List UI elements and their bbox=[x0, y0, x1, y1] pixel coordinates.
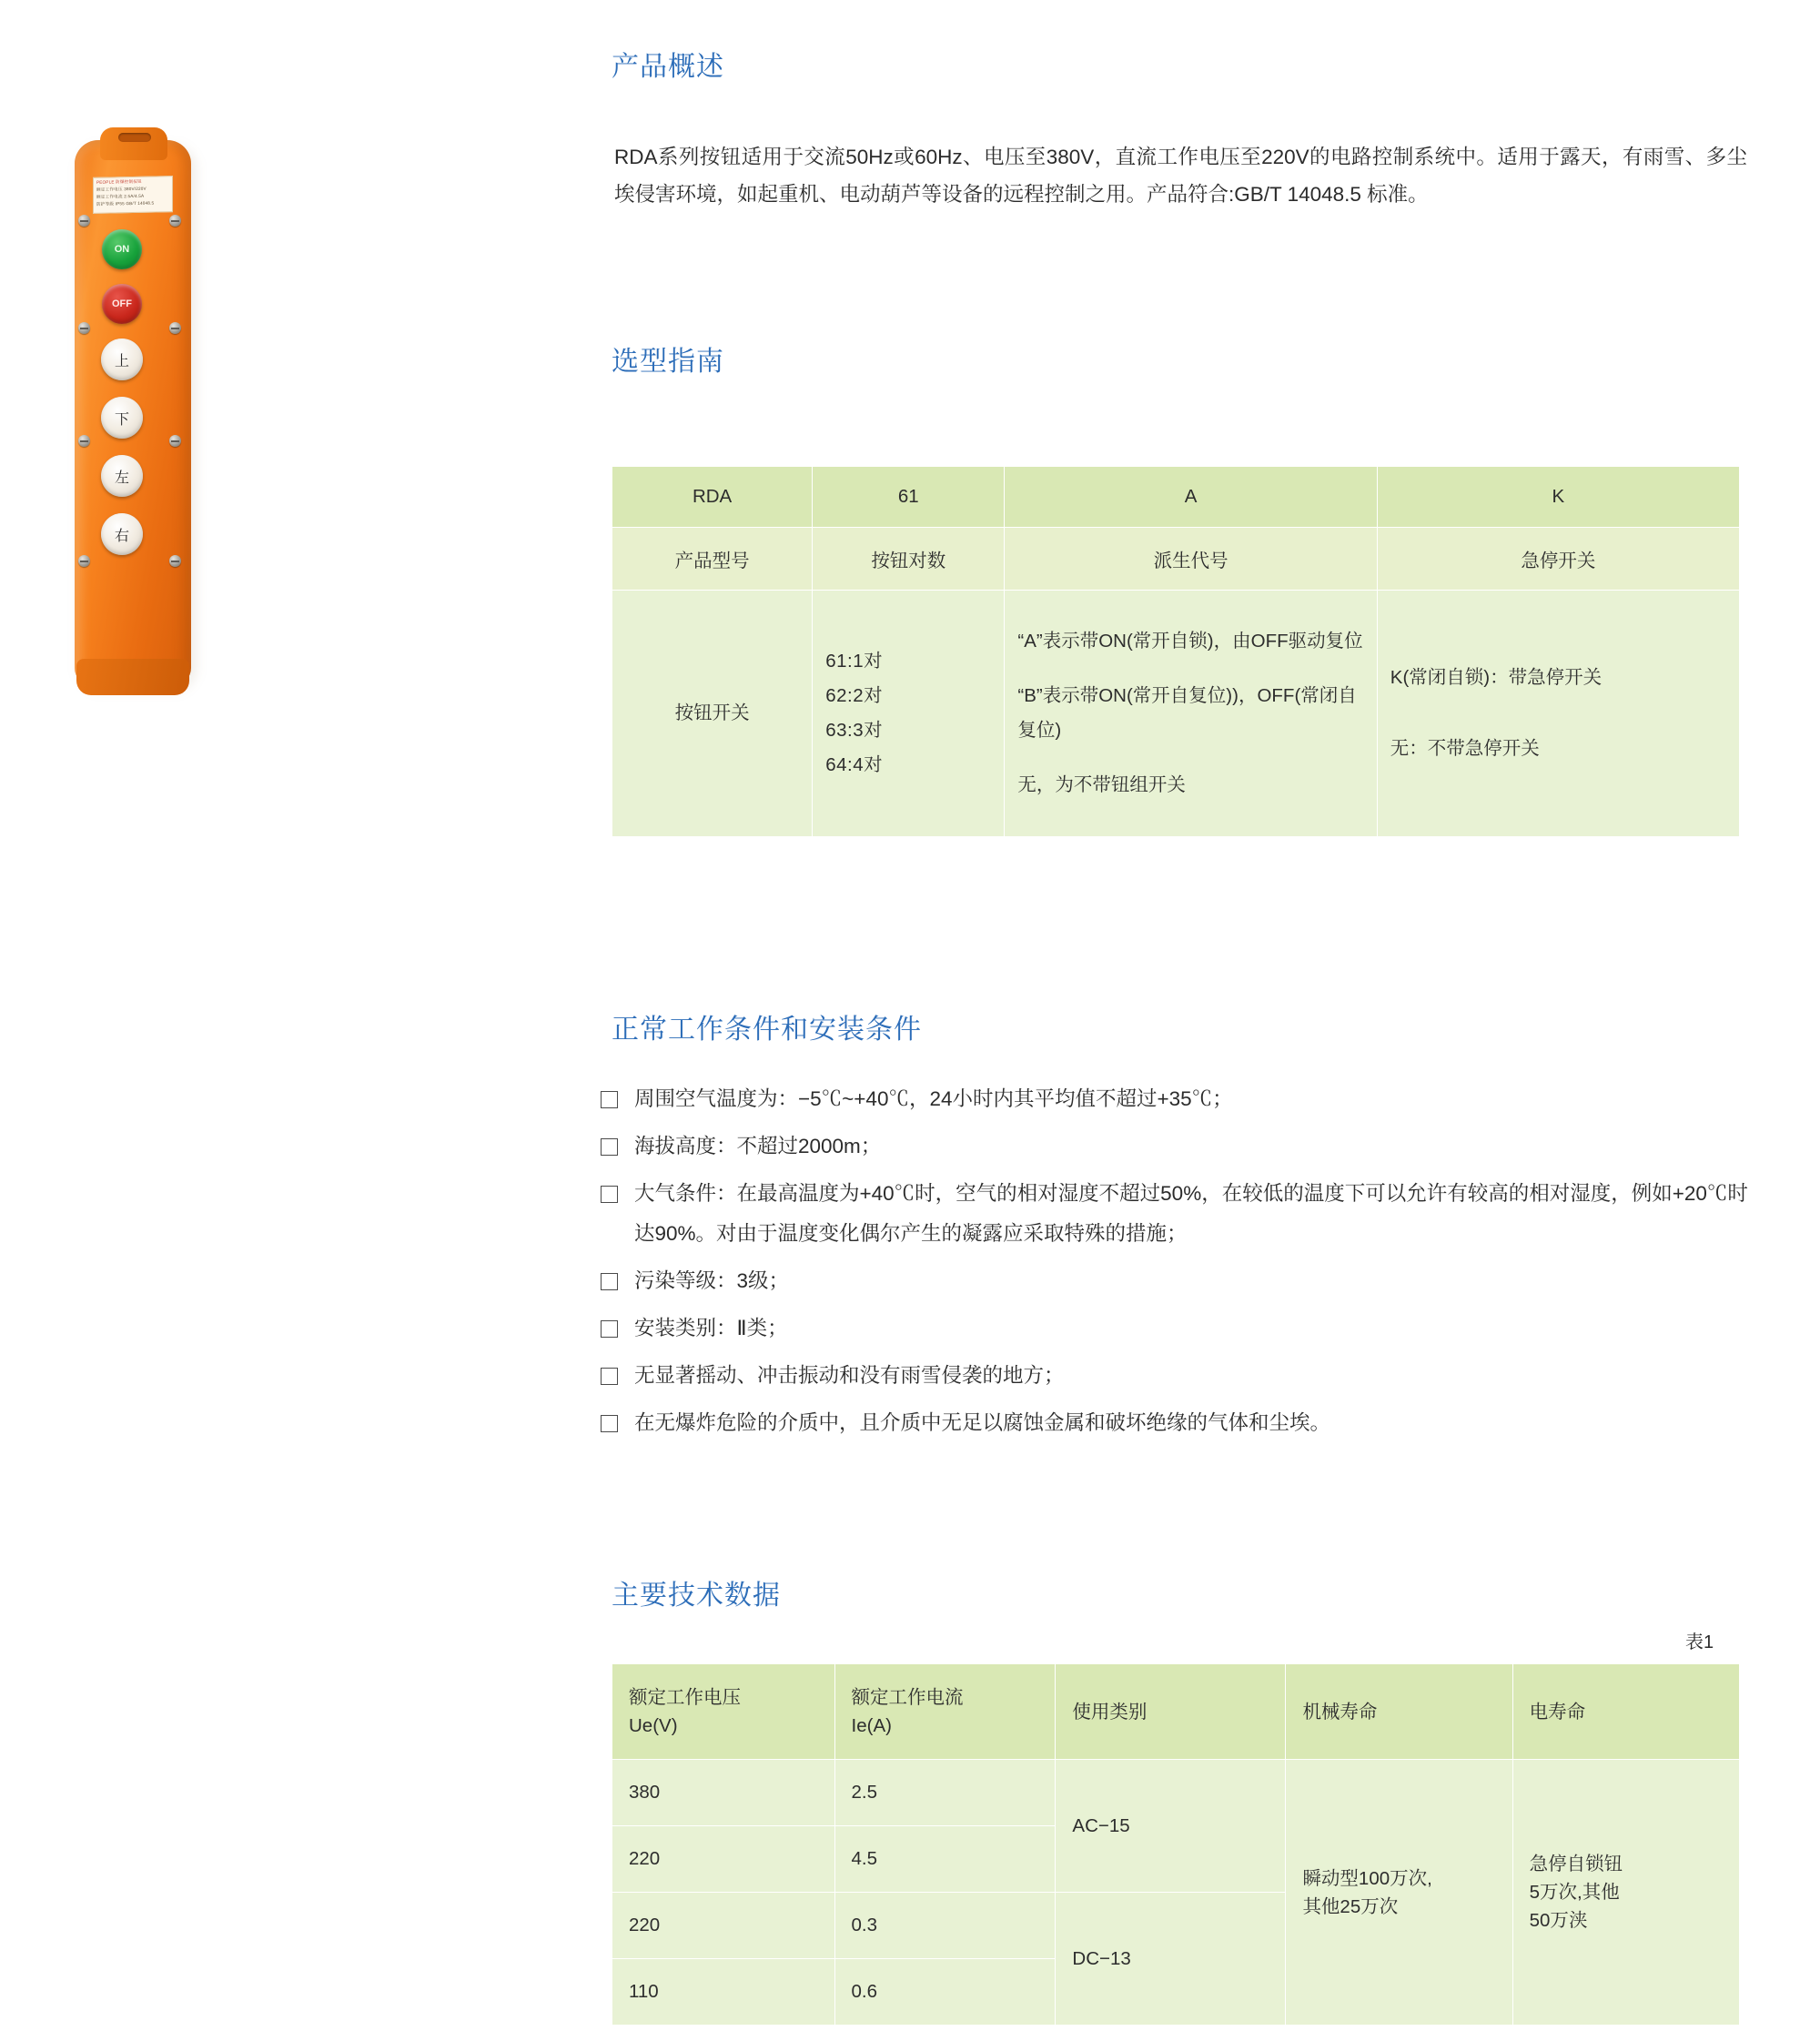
section-title-overview: 产品概述 bbox=[612, 52, 724, 82]
screw-icon bbox=[78, 322, 90, 334]
table-row-names bbox=[612, 528, 1740, 591]
name-cell-deriv: 派生代号 bbox=[1005, 528, 1377, 591]
screw-icon bbox=[169, 435, 181, 447]
on-button[interactable]: ON bbox=[102, 229, 142, 269]
desc-cell-model: 按钮开关 bbox=[612, 591, 813, 837]
header-line-2: Ie(A) bbox=[851, 1715, 892, 1736]
header-rated-current bbox=[834, 1664, 1056, 1760]
overview-paragraph: RDA系列按钮适用于交流50Hz或60Hz、电压至380V，直流工作电压至220V的电路控制系统中。适用于露天，有雨雪、多尘埃侵害环境，如起重机、电动葫芦等设备的远程控制之用。产品符合:GB/T 14048.5 标准。 bbox=[614, 146, 1747, 206]
cell-voltage: 220 bbox=[612, 1826, 835, 1893]
elec-life-line-3: 50万浃 bbox=[1529, 1910, 1588, 1931]
cell-current: 2.5 bbox=[834, 1760, 1056, 1826]
header-mechanical-life: 机械寿命 bbox=[1286, 1664, 1512, 1760]
desc-cell-deriv bbox=[1005, 591, 1377, 837]
name-cell-pairs: 按钮对数 bbox=[813, 528, 1005, 591]
stop-line-1: K(常闭自锁)：带急停开关 bbox=[1390, 667, 1603, 688]
checkbox-icon bbox=[601, 1368, 618, 1385]
pairs-line-3: 63:3对 bbox=[825, 720, 884, 741]
deriv-line-3: 无，为不带钮组开关 bbox=[1017, 774, 1186, 795]
conditions-list bbox=[601, 1079, 1752, 1450]
checkbox-icon bbox=[601, 1415, 618, 1432]
header-electrical-life: 电寿命 bbox=[1512, 1664, 1739, 1760]
table-header-row bbox=[612, 1664, 1740, 1760]
checkbox-icon bbox=[601, 1273, 618, 1290]
cell-voltage: 380 bbox=[612, 1760, 835, 1826]
header-line-2: Ue(V) bbox=[629, 1715, 678, 1736]
pairs-line-1: 61:1对 bbox=[825, 651, 884, 672]
screw-icon bbox=[169, 555, 181, 567]
checkbox-icon bbox=[601, 1320, 618, 1338]
desc-cell-pairs bbox=[813, 591, 1005, 837]
header-line-1: 额定工作电流 bbox=[851, 1687, 964, 1708]
nameplate-line-2: 额定工作电压 380V/220V bbox=[96, 186, 147, 192]
selection-guide-table bbox=[612, 466, 1740, 837]
condition-text: 大气条件：在最高温度为+40℃时，空气的相对湿度不超过50%，在较低的温度下可以允许有较高的相对湿度，例如+20℃时达90%。对由于温度变化偶尔产生的凝露应采取特殊的措施； bbox=[634, 1182, 1748, 1245]
cell-mechanical-life bbox=[1286, 1760, 1512, 2026]
condition-text: 安装类别：Ⅱ类； bbox=[634, 1317, 788, 1339]
elec-life-line-1: 急停自锁钮 bbox=[1529, 1854, 1623, 1874]
pairs-line-2: 62:2对 bbox=[825, 685, 884, 706]
code-cell-deriv: A bbox=[1005, 467, 1377, 528]
mech-life-line-1: 瞬动型100万次, bbox=[1302, 1867, 1432, 1889]
mech-life-line-2: 其他25万次 bbox=[1302, 1895, 1399, 1917]
cell-category-dc: DC−13 bbox=[1056, 1893, 1286, 2026]
list-item bbox=[601, 1127, 1752, 1167]
code-cell-stop: K bbox=[1377, 467, 1739, 528]
list-item bbox=[601, 1261, 1752, 1301]
code-cell-pairs: 61 bbox=[813, 467, 1005, 528]
header-rated-voltage bbox=[612, 1664, 835, 1760]
name-cell-stop: 急停开关 bbox=[1377, 528, 1739, 591]
condition-text: 无显著摇动、冲击振动和没有雨雪侵袭的地方； bbox=[634, 1364, 1065, 1387]
deriv-line-2: “B”表示带ON(常开自复位))，OFF(常闭自复位) bbox=[1017, 685, 1357, 741]
pendant-bottom-cap bbox=[76, 659, 189, 695]
condition-text: 在无爆炸危险的介质中，且介质中无足以腐蚀金属和破坏绝缘的气体和尘埃。 bbox=[634, 1411, 1331, 1434]
right-button[interactable]: 右 bbox=[101, 513, 143, 555]
down-button[interactable]: 下 bbox=[101, 397, 143, 439]
desc-cell-stop bbox=[1377, 591, 1739, 837]
cell-voltage: 220 bbox=[612, 1893, 835, 1959]
stop-line-2: 无：不带急停开关 bbox=[1390, 738, 1540, 759]
cell-current: 0.3 bbox=[834, 1893, 1056, 1959]
pairs-line-4: 64:4对 bbox=[825, 754, 884, 775]
cell-current: 0.6 bbox=[834, 1959, 1056, 2026]
screw-icon bbox=[78, 435, 90, 447]
screw-icon bbox=[78, 555, 90, 567]
nameplate-label bbox=[93, 176, 173, 214]
nameplate-line-4: 防护等级 IP55 GB/T 14048.5 bbox=[96, 200, 155, 207]
left-button[interactable]: 左 bbox=[101, 455, 143, 497]
code-cell-model: RDA bbox=[612, 467, 813, 528]
product-image bbox=[53, 127, 226, 710]
table-row-codes bbox=[612, 467, 1740, 528]
technical-data-table bbox=[612, 1663, 1740, 2026]
screw-icon bbox=[169, 215, 181, 227]
condition-text: 周围空气温度为：−5℃~+40℃，24小时内其平均值不超过+35℃； bbox=[634, 1087, 1233, 1110]
deriv-line-1: “A”表示带ON(常开自锁)，由OFF驱动复位 bbox=[1017, 631, 1363, 652]
list-item bbox=[601, 1174, 1752, 1254]
table-caption: 表1 bbox=[1685, 1632, 1714, 1652]
checkbox-icon bbox=[601, 1091, 618, 1108]
header-line-1: 额定工作电压 bbox=[629, 1687, 741, 1708]
off-button[interactable]: OFF bbox=[102, 284, 142, 324]
nameplate-line-3: 额定工作电流 2.5A/4.5A bbox=[96, 193, 145, 199]
condition-text: 污染等级：3级； bbox=[634, 1269, 790, 1292]
section-title-conditions: 正常工作条件和安装条件 bbox=[612, 1015, 922, 1045]
condition-text: 海拔高度：不超过2000m； bbox=[634, 1135, 882, 1157]
checkbox-icon bbox=[601, 1186, 618, 1203]
screw-icon bbox=[169, 322, 181, 334]
section-title-selection: 选型指南 bbox=[612, 347, 724, 377]
list-item bbox=[601, 1403, 1752, 1443]
checkbox-icon bbox=[601, 1138, 618, 1156]
table-row-descriptions bbox=[612, 591, 1740, 837]
table-row bbox=[612, 1760, 1740, 1826]
cell-current: 4.5 bbox=[834, 1826, 1056, 1893]
name-cell-model: 产品型号 bbox=[612, 528, 813, 591]
header-utilisation-category: 使用类别 bbox=[1056, 1664, 1286, 1760]
up-button[interactable]: 上 bbox=[101, 338, 143, 380]
section-title-tech: 主要技术数据 bbox=[612, 1581, 781, 1611]
cell-electrical-life bbox=[1512, 1760, 1739, 2026]
list-item bbox=[601, 1309, 1752, 1349]
elec-life-line-2: 5万次,其他 bbox=[1529, 1882, 1620, 1903]
screw-icon bbox=[78, 215, 90, 227]
cell-voltage: 110 bbox=[612, 1959, 835, 2026]
nameplate-line-1: PEOPLE 防爆控制按钮 bbox=[96, 178, 142, 185]
list-item bbox=[601, 1079, 1752, 1119]
pendant-strap-slot bbox=[118, 133, 151, 142]
cell-category-ac: AC−15 bbox=[1056, 1760, 1286, 1893]
list-item bbox=[601, 1356, 1752, 1396]
